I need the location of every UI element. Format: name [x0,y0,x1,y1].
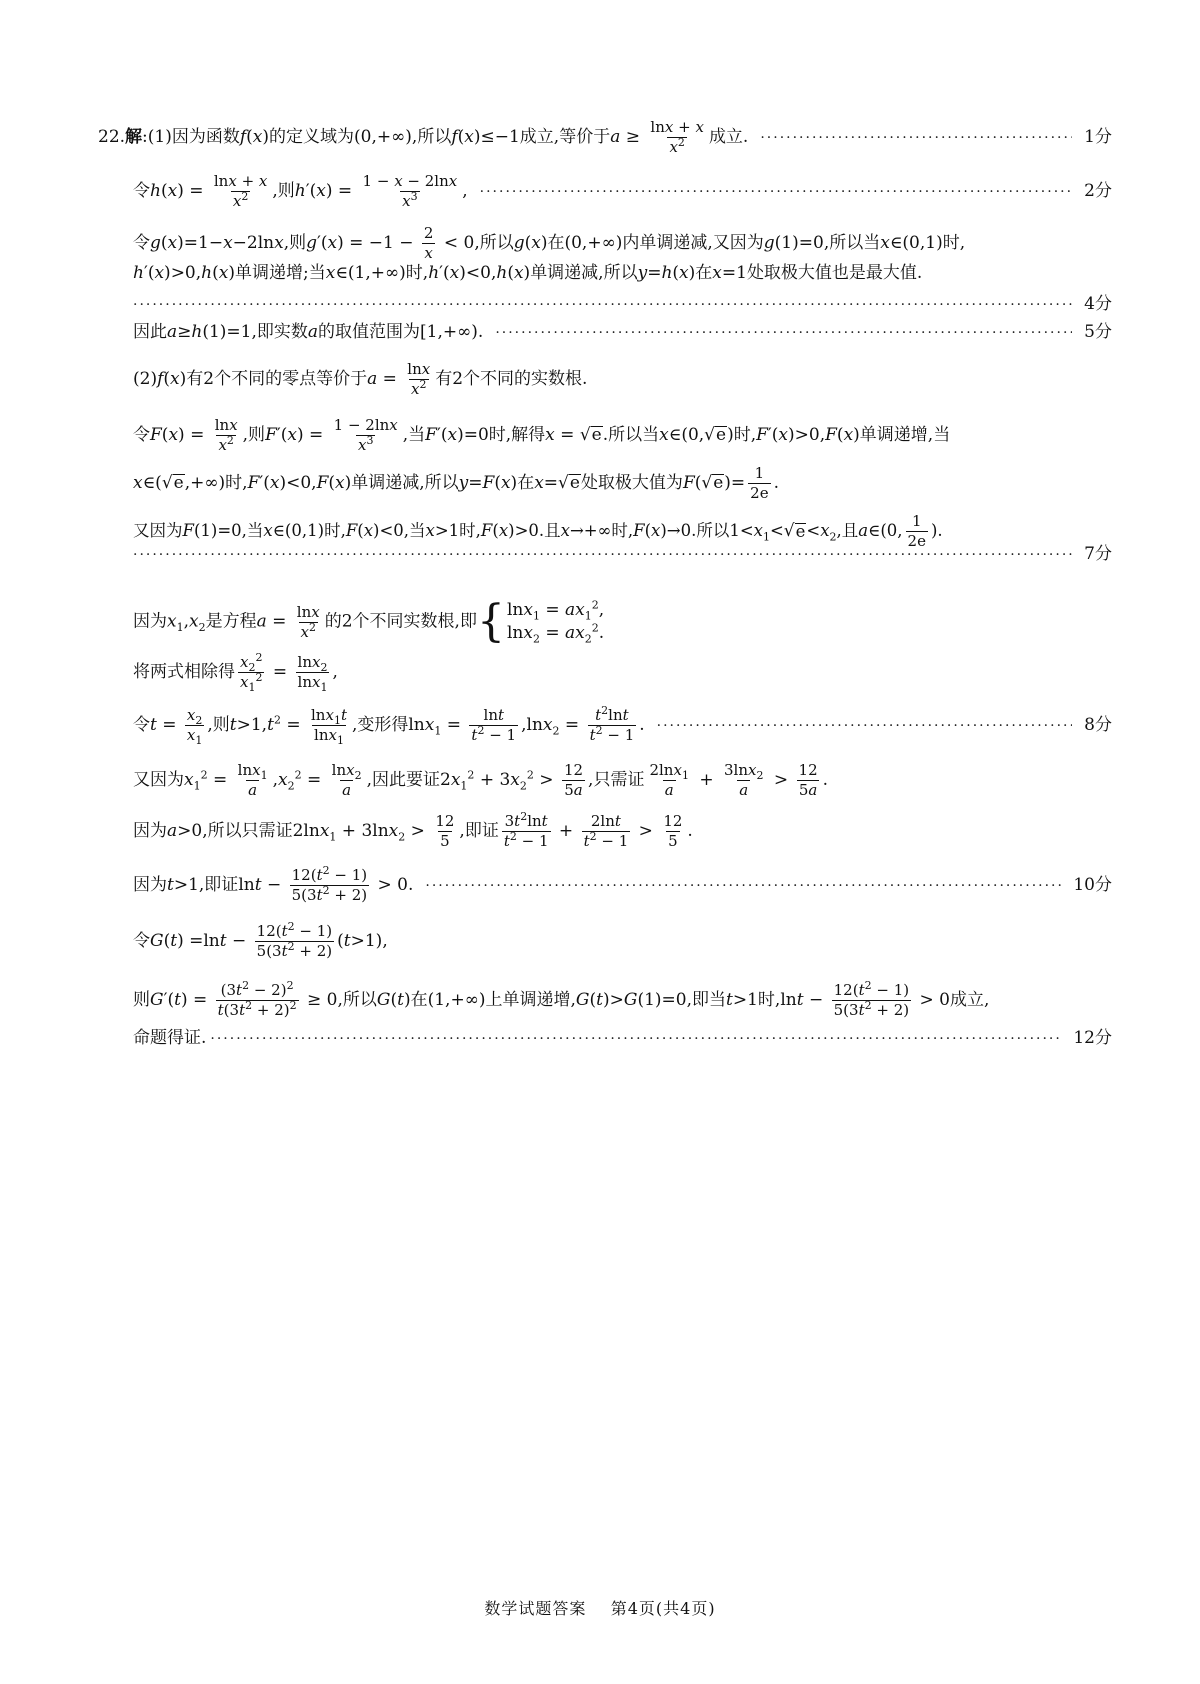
fraction: $\frac{12}{5}$ [663,812,683,850]
fraction: $\frac{3\ln x_2}{a}$ [724,761,764,799]
line-16: 因为a>0,所以只需证2lnx$_1$ + 3lnx$_2$ > $\frac{12}{5}$ ,即证 $\frac{3t^2\ln t}{t^2 - 1}$ + $\frac{2\ln t}{t^2 - 1}$ > $\frac{12}{5}$ . [133,810,693,850]
fraction: $\frac{\ln x_2}{\ln x_1}$ [297,653,328,694]
fraction: $\frac{1}{2e}$ [907,512,926,550]
line-15: 又因为$x_1^2$ = $\frac{\ln x_1}{a}$ $,x_2^2$ = $\frac{\ln x_2}{a}$ ,因此要证$2x_1^2 + 3x_2^2$ > $\frac{12}{5a}$ ,只需证 $\frac{2\ln x_1}{a}$ + $\frac{3\ln x_2}{a}$ > $\frac{12}{5a}$ . [133,761,829,799]
leader-dots [760,131,1072,145]
line-14: 令t = $\frac{x_2}{x_1}$ ,则$t>1,t^2$ = $\frac{\ln x_1t}{\ln x_1}$ ,变形得lnx$_1$ = $\frac{\ln t}{t^2 - 1}$ ,lnx$_2$ = $\frac{t^2\ln t}{t^2 - 1}$ . ····· 8分 [133,708,1112,743]
fraction: $\frac{\ln x}{x^2}$ [407,360,431,398]
line-7: (2)f(x)有2个不同的零点等价于a = $\frac{\ln x}{x^2}$ 有2个不同的实数根. [133,360,588,398]
line-6: 因此a≥h(1)=1,即实数a的取值范围为[1,+∞). ····· 5分 [133,324,1112,341]
fraction: $\frac{2\ln x_1}{a}$ [649,761,689,799]
line-18: 令G(t) =lnt − $\frac{12(t^2 - 1)}{5(3t^2 + 2)}$ (t>1), [133,920,388,960]
line-20: 命题得证. ····· 12分 [133,1030,1112,1047]
fraction: $\frac{x_2}{x_1}$ [186,706,203,747]
footer-page-number: 第4页(共4页) [610,1599,716,1618]
leader-dots [210,1032,1061,1046]
leader-dots [133,298,1072,312]
fraction: $\frac{2}{x}$ [423,224,434,262]
equation-system: { $\ln x_1 = ax_1^2$, $\ln x_2 = ax_2^2$. [476,596,605,647]
line-9: x∈( √ e ,+∞)时,F′(x)<0,F(x)单调递减,所以y=F(x)在x= √ e 处取极大值为F( √ e )= $\frac{1}{2e}$ . [133,464,779,502]
score-mark: 1分 [1084,127,1112,147]
fraction: $\frac{3t^2\ln t}{t^2 - 1}$ [503,810,549,850]
fraction: $\frac{12(t^2 - 1)}{5(3t^2 + 2)}$ [833,979,910,1019]
score-mark: 4分 [1084,294,1112,314]
line-1: 22.解:(1)因为函数f(x)的定义域为(0,+∞),所以f(x)≤−1成立,等价于a ≥ $\frac{\ln x + x}{x^2}$ 成立. ····· 1分 [98,120,1112,155]
solution-label: 解 [125,127,143,147]
line-3: 令g(x)=1−x−2lnx,则g′(x) = −1 − $\frac{2}{x}$ < 0,所以g(x)在(0,+∞)内单调递减,又因为g(1)=0,所以当x∈(0,1)时, [133,224,966,262]
fraction: $\frac{12}{5a}$ [563,761,584,799]
line-2: 令h(x) = $\frac{\ln x + x}{x^2}$ ,则h′(x) = $\frac{1 - x - 2\ln x}{x^3}$ , ····· 2分 [133,174,1112,209]
line-17: 因为t>1,即证lnt − $\frac{12(t^2 - 1)}{5(3t^2 + 2)}$ > 0. ····· 10分 [133,868,1112,903]
line-5 [133,296,1112,313]
fraction: $\frac{\ln x + x}{x^2}$ [213,172,268,210]
score-mark: 12分 [1073,1028,1112,1048]
fraction: $\frac{\ln x_1}{a}$ [237,761,268,799]
fraction: $\frac{\ln x + x}{x^2}$ [650,118,704,156]
line-12: 因为$x_1,x_2$是方程a = $\frac{\ln x}{x^2}$ 的2个不同实数根,即 { $\ln x_1 = ax_1^2$, $\ln x_2 = ax_2^2$. [133,596,605,647]
fraction: $\frac{(3t^2 - 2)^2}{t(3t^2 + 2)^2}$ [217,979,297,1019]
fraction: $\frac{2\ln t}{t^2 - 1}$ [583,812,629,850]
leader-dots [657,719,1073,733]
leader-dots [480,185,1073,199]
fraction: $\frac{\ln t}{t^2 - 1}$ [471,706,517,744]
leader-dots [425,879,1061,893]
fraction: $\frac{\ln x_2}{a}$ [331,761,362,799]
page-footer [0,1596,1200,1619]
line-10: 又因为F(1)=0,当x∈(0,1)时,F(x)<0,当x>1时,F(x)>0.且x→+∞时,F(x)→0.所以$1<x_1<$ √ e $<x_2$,且a∈(0, $\frac{1}{2e}$ ). [133,512,943,550]
score-mark: 5分 [1084,322,1112,342]
fraction: $\frac{\ln x}{x^2}$ [296,602,320,641]
line-8: 令F(x) = $\frac{\ln x}{x^2}$ ,则F′(x) = $\frac{1 - 2\ln x}{x^3}$ ,当F′(x)=0时,解得x = √ e .所以当x∈(0, √ e )时,F′(x)>0,F(x)单调递增,当 [133,416,951,454]
fraction: $\frac{1 - x - 2\ln x}{x^3}$ [362,172,458,210]
line-11 [133,546,1112,563]
line-19: 则G′(t) = $\frac{(3t^2 - 2)^2}{t(3t^2 + 2)^2}$ ≥ 0,所以G(t)在(1,+∞)上单调递增,G(t)>G(1)=0,即当t>1时,lnt − $\frac{12(t^2 - 1)}{5(3t^2 + 2)}$ > 0成立, [133,979,990,1019]
fraction: $\frac{1 - 2\ln x}{x^3}$ [333,416,398,454]
score-mark: 2分 [1084,181,1112,201]
score-mark: 8分 [1084,715,1112,735]
fraction: $\frac{1}{2e}$ [750,464,769,502]
fraction: $\frac{t^2\ln t}{t^2 - 1}$ [589,704,635,744]
fraction: $\frac{x_2^2}{x_1^2}$ [240,651,263,694]
fraction: $\frac{12}{5a}$ [798,761,818,799]
leader-dots [495,326,1072,340]
fraction: $\frac{12(t^2 - 1)}{5(3t^2 + 2)}$ [256,920,333,960]
leader-dots [133,548,1072,562]
fraction: $\frac{12}{5}$ [435,812,455,850]
footer-title: 数学试题答案 [484,1599,587,1618]
fraction: $\frac{12(t^2 - 1)}{5(3t^2 + 2)}$ [291,864,368,904]
problem-number: 22. [98,127,126,147]
line-4: h′(x)>0,h(x)单调递增;当x∈(1,+∞)时,h′(x)<0,h(x)单调递减,所以y=h(x)在x=1处取极大值也是最大值. [133,263,923,283]
fraction: $\frac{\ln x_1t}{\ln x_1}$ [311,706,347,747]
score-mark: 10分 [1073,875,1112,895]
line-13: 将两式相除得 $\frac{x_2^2}{x_1^2}$ = $\frac{\ln x_2}{\ln x_1}$ , [133,651,338,694]
fraction: $\frac{\ln x}{x^2}$ [214,416,238,454]
score-mark: 7分 [1084,544,1112,564]
